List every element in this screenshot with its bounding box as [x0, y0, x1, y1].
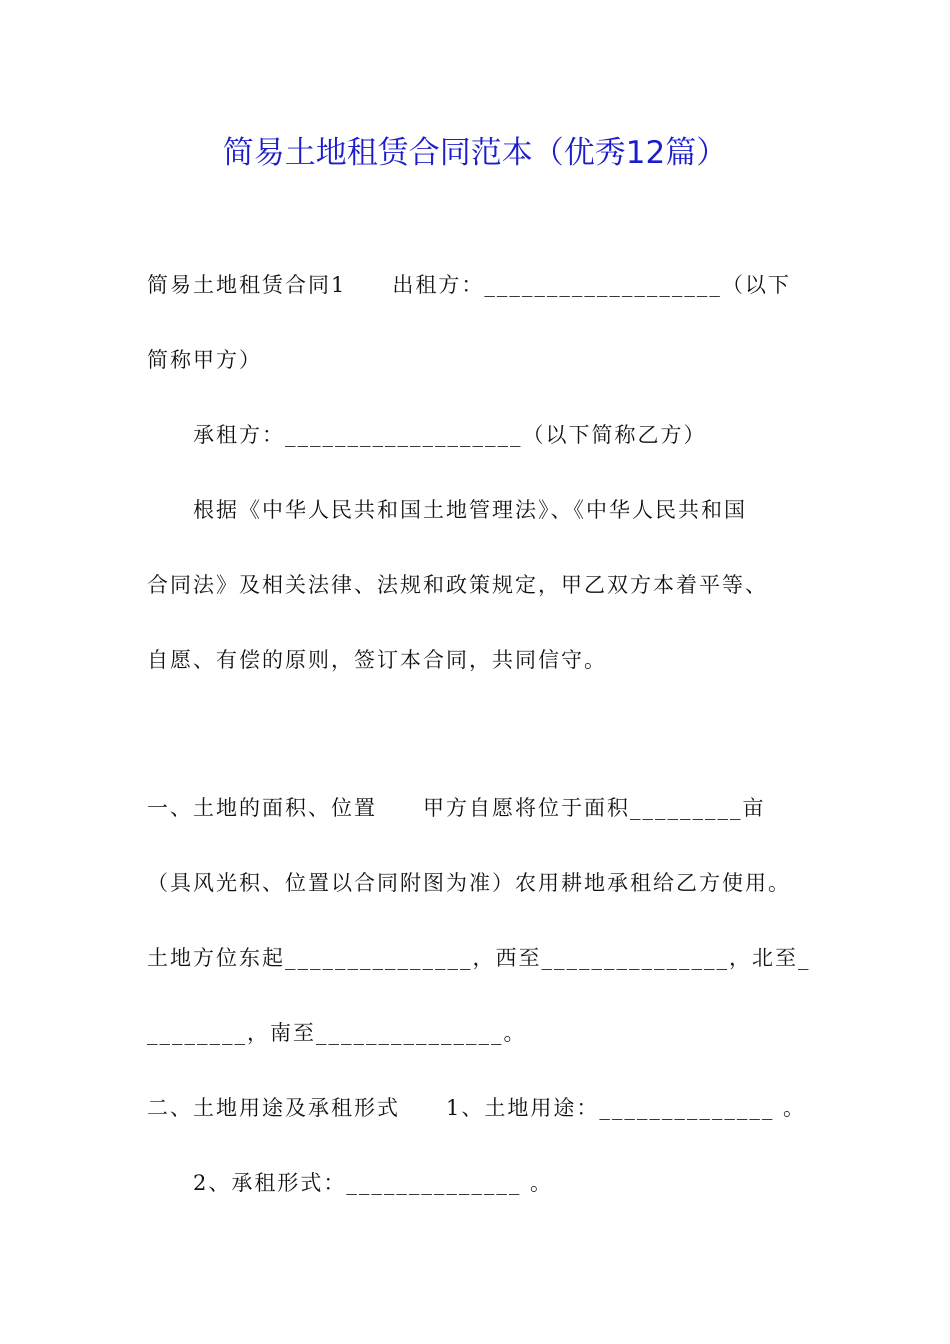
paragraph-line: 自愿、有偿的原则，签订本合同，共同信守。	[147, 648, 607, 672]
paragraph-line: （具风光积、位置以合同附图为准）农用耕地承租给乙方使用。	[147, 871, 791, 895]
paragraph-line: 承租方：___________________（以下简称乙方）	[147, 423, 707, 447]
paragraph-line: 根据《中华人民共和国土地管理法》、《中华人民共和国	[147, 498, 747, 522]
paragraph-line: 2、承租形式：______________ 。	[147, 1171, 554, 1195]
paragraph-line: 简称甲方）	[147, 348, 262, 372]
paragraph-line: 土地方位东起_______________，西至_______________，北至_	[147, 946, 811, 970]
paragraph-line: ________，南至_______________。	[147, 1021, 527, 1045]
document-title: 简易土地租赁合同范本（优秀12篇）	[222, 135, 728, 171]
paragraph-line: 一、土地的面积、位置 甲方自愿将位于面积_________亩	[147, 796, 766, 820]
paragraph-line: 二、土地用途及承租形式 1、土地用途：______________ 。	[147, 1096, 807, 1120]
paragraph-line: 简易土地租赁合同1 出租方：___________________（以下	[147, 273, 791, 297]
paragraph-line: 合同法》及相关法律、法规和政策规定，甲乙双方本着平等、	[147, 573, 768, 597]
